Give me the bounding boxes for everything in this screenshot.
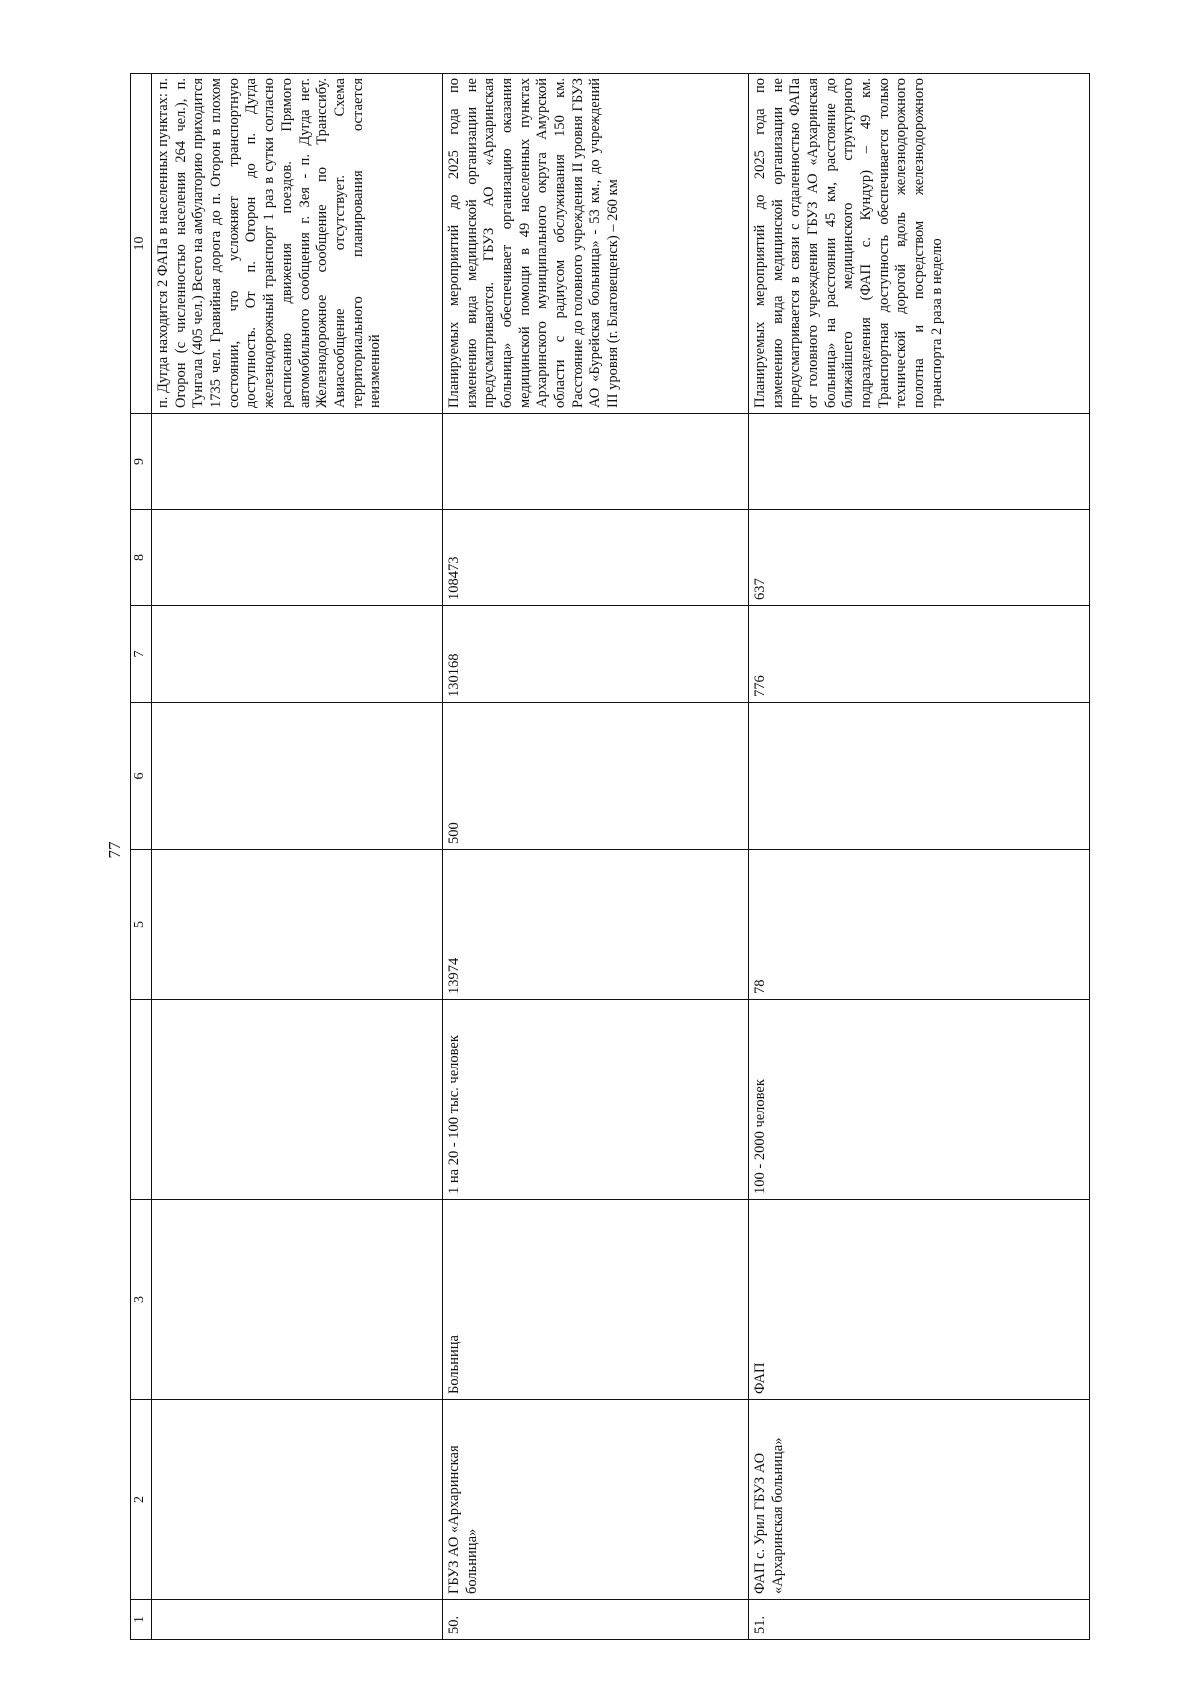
column-header: 5 <box>131 850 152 1000</box>
cell-note: Планируемых мероприятий до 2025 года по изменению вида медицинской организации не предусматриваются. ГБУЗ АО «Архаринская больница» обеспечивает организацию оказания медицинской помощи в 49 населенных пунктах Архаринского муниципального округа Амурской области с радиусом обслуживания 150 км. Расстояние до головного учреждения II уровня ГБУЗ АО «Бурейская больница» - 53 км., до учреждений III уровня (г. Благовещенск) – 260 км <box>442 74 748 414</box>
header-row <box>131 74 152 1640</box>
cell-type <box>152 1200 443 1400</box>
page-number: 77 <box>105 841 124 859</box>
cell-population <box>152 1000 443 1200</box>
cell-col9 <box>748 414 1089 510</box>
column-header: 2 <box>131 1400 152 1600</box>
cell-population: 1 на 20 - 100 тыс. человек <box>442 1000 748 1200</box>
cell-col7: 130168 <box>442 606 748 703</box>
cell-organization: ФАП с. Урил ГБУЗ АО «Архаринская больница» <box>748 1400 1089 1600</box>
cell-col9 <box>442 414 748 510</box>
cell-col6 <box>748 703 1089 850</box>
cell-note: п. Дугда находится 2 ФАПа в населенных пунктах: п. Огорон (с численностью населения 264 чел.), п. Тунгала (405 чел.) Всего на амбулаторию приходится 1735 чел. Гравийная дорога до п. Огорон в плохом состоянии, что усложняет транспортную доступность. От п. Огорон до п. Дугда железнодорожный транспорт 1 раз в сутки согласно расписанию движения поездов. Прямого автомобильного сообщения г. Зея - п. Дугда нет. Железнодорожное сообщение по Транссибу. Авиасообщение отсутствует. Схема территориального планирования остается неизменной <box>152 74 443 414</box>
cell-number: 50. <box>442 1600 748 1640</box>
cell-col7: 776 <box>748 606 1089 703</box>
rotated-table-container <box>130 74 1090 1640</box>
cell-col6 <box>152 703 443 850</box>
column-header: 7 <box>131 606 152 703</box>
cell-organization <box>152 1400 443 1600</box>
cell-organization: ГБУЗ АО «Архаринская больница» <box>442 1400 748 1600</box>
data-table <box>130 73 1090 1640</box>
cell-col5: 13974 <box>442 850 748 1000</box>
cell-col7 <box>152 606 443 703</box>
table-row <box>152 74 443 1640</box>
column-header <box>131 1000 152 1200</box>
cell-number <box>152 1600 443 1640</box>
column-header: 1 <box>131 1600 152 1640</box>
cell-col9 <box>152 414 443 510</box>
cell-col5: 78 <box>748 850 1089 1000</box>
cell-population: 100 - 2000 человек <box>748 1000 1089 1200</box>
cell-col6: 500 <box>442 703 748 850</box>
column-header: 3 <box>131 1200 152 1400</box>
table-row <box>442 74 748 1640</box>
column-header: 10 <box>131 74 152 414</box>
column-header: 9 <box>131 414 152 510</box>
cell-col5 <box>152 850 443 1000</box>
column-header: 6 <box>131 703 152 850</box>
column-header: 8 <box>131 510 152 606</box>
cell-note: Планируемых мероприятий до 2025 года по изменению вида медицинской организации не предусматривается в связи с отдаленностью ФАПа от головного учреждения ГБУЗ АО «Архаринская больница» на расстоянии 45 км, расстояние до ближайшего медицинского структурного подразделения (ФАП с. Кундур) – 49 км. Транспортная доступность обеспечивается только технической дорогой вдоль железнодорожного полотна и посредством железнодорожного транспорта 2 раза в неделю <box>748 74 1089 414</box>
cell-type: Больница <box>442 1200 748 1400</box>
cell-col8: 637 <box>748 510 1089 606</box>
cell-type: ФАП <box>748 1200 1089 1400</box>
cell-col8 <box>152 510 443 606</box>
cell-number: 51. <box>748 1600 1089 1640</box>
cell-col8: 108473 <box>442 510 748 606</box>
table-row <box>748 74 1089 1640</box>
